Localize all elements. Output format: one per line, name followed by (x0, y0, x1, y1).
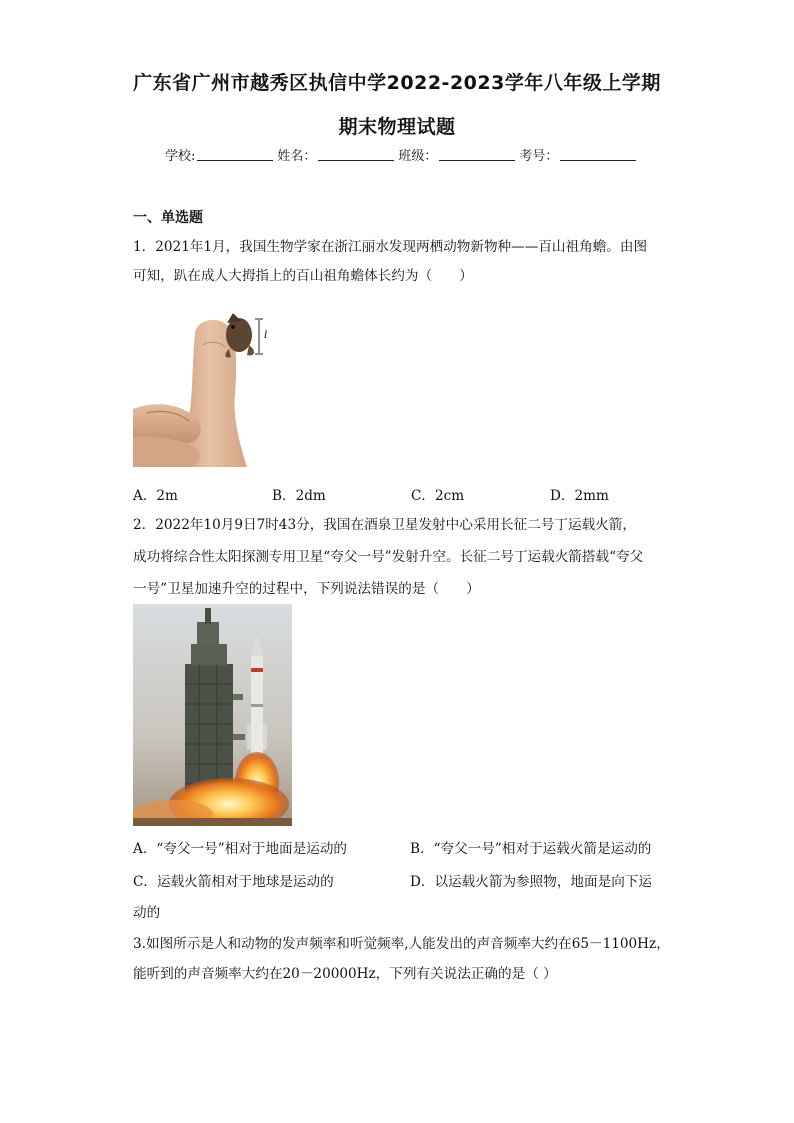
exam-number-blank[interactable] (560, 145, 636, 161)
student-info-row (165, 145, 638, 164)
q1-option-a[interactable]: A．2m (133, 488, 178, 504)
length-label: l (264, 330, 268, 341)
page-title-line-1: 广东省广州市越秀区执信中学2022-2023学年八年级上学期 (133, 72, 661, 94)
q2-option-d-continued: 动的 (133, 905, 161, 921)
q1-option-d[interactable]: D．2mm (550, 488, 609, 504)
q2-options-row-1 (133, 837, 651, 857)
rocket-launch-figure (133, 604, 292, 826)
school-label: 学校: (165, 149, 196, 164)
q2-options-row-2 (133, 870, 652, 890)
q2-option-b[interactable]: B．“夸父一号”相对于运载火箭是运动的 (410, 841, 652, 857)
name-blank[interactable] (318, 145, 394, 161)
school-blank[interactable] (197, 145, 273, 161)
q1-text-line-1: 1．2021年1月，我国生物学家在浙江丽水发现两栖动物新物种——百山祖角蟾。由图 (133, 239, 648, 255)
section-heading: 一、单选题 (133, 210, 203, 226)
q2-option-a[interactable]: A．“夸父一号”相对于地面是运动的 (133, 841, 348, 857)
exam-number-label: 考号： (519, 149, 559, 164)
q2-option-c[interactable]: C．运载火箭相对于地球是运动的 (133, 874, 334, 890)
q3-text-line-2: 能听到的声音频率大约在20－20000Hz，下列有关说法正确的是（ ） (133, 966, 557, 982)
q2-text-line-3: 一号”卫星加速升空的过程中，下列说法错误的是（ ） (133, 581, 480, 597)
class-label: 班级： (398, 149, 438, 164)
q2-text-line-2: 成功将综合性太阳探测专用卫星“夸父一号”发射升空。长征二号丁运载火箭搭载“夸父 (133, 549, 644, 565)
q1-option-c[interactable]: C．2cm (411, 488, 465, 504)
thumb-toad-figure (133, 305, 293, 467)
q2-text-line-1: 2．2022年10月9日7时43分，我国在酒泉卫星发射中心采用长征二号丁运载火箭， (133, 517, 636, 533)
class-blank[interactable] (439, 145, 515, 161)
q1-text-line-2: 可知，趴在成人大拇指上的百山祖角蟾体长约为（ ） (133, 268, 473, 284)
q1-options (133, 484, 609, 504)
q2-option-d[interactable]: D．以运载火箭为参照物，地面是向下运 (410, 874, 652, 890)
name-label: 姓名： (277, 149, 317, 164)
q1-option-b[interactable]: B．2dm (272, 488, 326, 504)
page-title-line-2: 期末物理试题 (338, 116, 456, 138)
q3-text-line-1: 3.如图所示是人和动物的发声频率和听觉频率,人能发出的声音频率大约在65－1100Hz， (133, 936, 670, 952)
